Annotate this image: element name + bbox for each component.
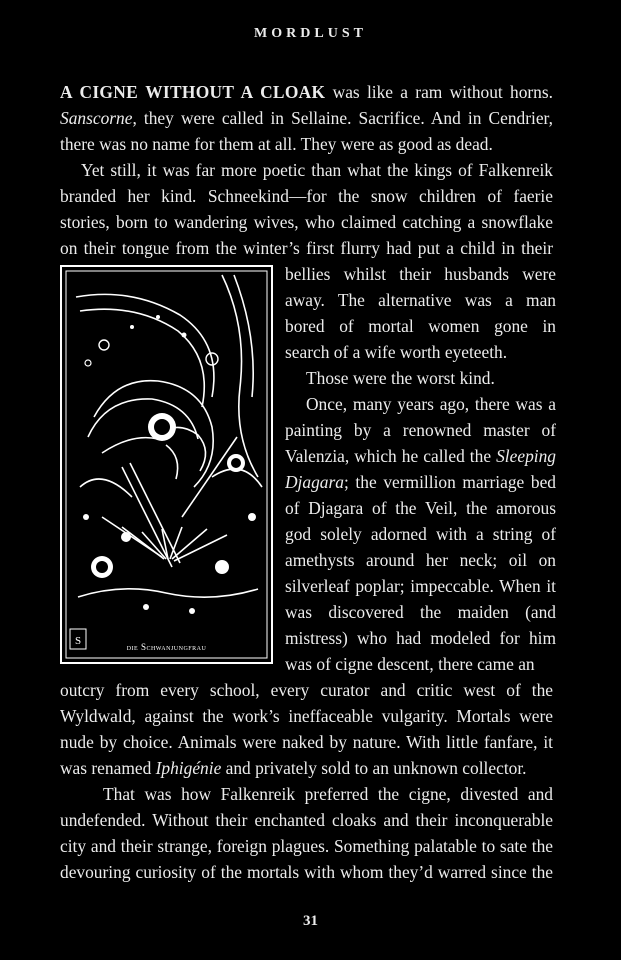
text-run: , they were called in Sellaine. Sacrifice. And in Cendrier, xyxy=(132,108,553,128)
italic-title: Iphigénie xyxy=(155,758,222,778)
text-run: was renamed xyxy=(60,758,156,778)
page-number: 31 xyxy=(303,913,318,929)
text-line: there was no name for them at all. They were as good as dead. xyxy=(60,134,493,154)
text-line: god solely adorned with a string of xyxy=(285,524,556,544)
text-line: Once, many years ago, there was a xyxy=(306,394,556,414)
text-line: was discovered the maiden (and xyxy=(285,602,556,622)
text-line: silverleaf poplar; impeccable. When it xyxy=(285,576,556,596)
text-line: Wyldwald, against the work’s ineffaceable vulgarity. Mortals were xyxy=(60,706,553,726)
text-run: and privately sold to an unknown collector. xyxy=(221,758,527,778)
text-line: of Djagara of the Veil, the amorous xyxy=(285,498,556,518)
text-line xyxy=(60,755,553,781)
text-line xyxy=(285,469,556,495)
text-line: nude by choice. Animals were naked by nature. With little fanfare, it xyxy=(60,732,553,752)
text-line: Those were the worst kind. xyxy=(306,368,495,388)
text-line: painting by a renowned master of xyxy=(285,420,556,440)
text-line: was of cigne descent, there came an xyxy=(285,654,535,674)
text-run: Valenzia, which he called the xyxy=(285,446,497,466)
text-line: on their tongue from the winter’s first flurry had put a child in their xyxy=(60,238,553,258)
woodcut-swan-art xyxy=(62,267,271,662)
text-line: bored of mortal women gone in xyxy=(285,316,556,336)
text-line xyxy=(60,79,553,105)
text-run: ; the vermillion marriage bed xyxy=(343,472,556,492)
text-line: branded her kind. Schneekind—for the snow children of faerie xyxy=(60,186,553,206)
text-line: Yet still, it was far more poetic than what the kings of Falkenreik xyxy=(81,160,553,180)
italic-title: Djagara xyxy=(285,472,344,492)
text-line xyxy=(60,105,553,131)
text-line: search of a wife worth eyeteeth. xyxy=(285,342,508,362)
text-line: undefended. Without their enchanted cloaks and their inconquerable xyxy=(60,810,553,830)
text-line: amethysts around her neck; oil on xyxy=(285,550,556,570)
text-run: was like a ram without horns. xyxy=(325,82,553,102)
italic-term: Sanscorne xyxy=(60,108,133,128)
text-line xyxy=(285,443,556,469)
illustration-caption: die Schwanjungfrau xyxy=(126,642,207,652)
text-line: devouring curiosity of the mortals with whom they’d warred since the xyxy=(60,862,553,882)
text-line: mistress) who had modeled for him xyxy=(285,628,556,648)
text-line: bellies whilst their husbands were xyxy=(285,264,556,284)
text-line: city and their strange, foreign plagues. Something palatable to sate the xyxy=(60,836,553,856)
monogram-mark: S xyxy=(74,635,82,647)
text-line: away. The alternative was a man xyxy=(285,290,556,310)
text-line: stories, born to wandering wives, who claimed catching a snowflake xyxy=(60,212,553,232)
text-line: That was how Falkenreik preferred the cigne, divested and xyxy=(103,784,553,804)
text-line: outcry from every school, every curator and critic west of the xyxy=(60,680,553,700)
running-header: MORDLUST xyxy=(254,26,367,41)
lead-in-caps: A CIGNE WITHOUT A CLOAK xyxy=(60,82,326,102)
italic-title: Sleeping xyxy=(496,446,556,466)
illustration-swan-maiden xyxy=(60,265,273,664)
